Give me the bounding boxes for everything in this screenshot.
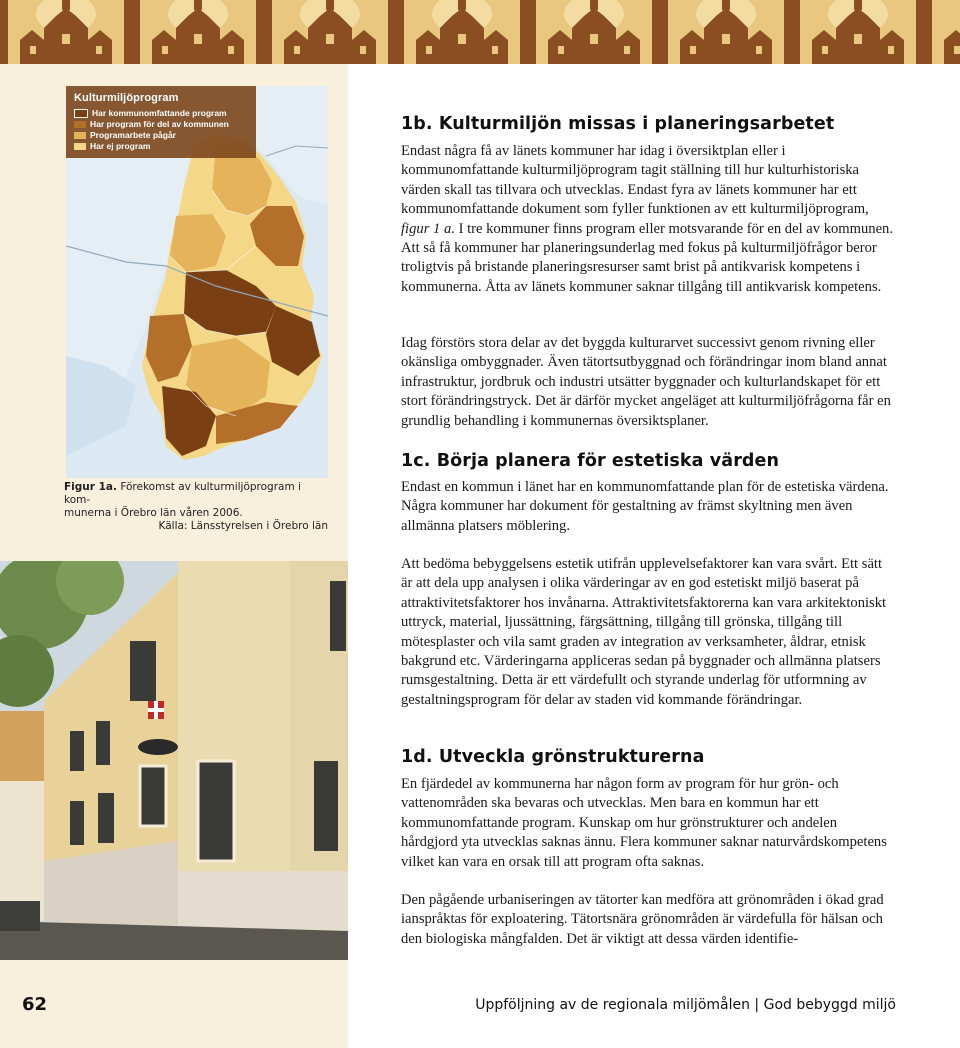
figure-reference: figur 1 a.	[401, 220, 455, 237]
heading-1d: 1d. Utveckla grönstrukturerna	[401, 747, 705, 767]
legend-item-full-program	[74, 108, 227, 118]
page-number: 62	[22, 994, 48, 1015]
legend-swatch	[74, 132, 86, 139]
legend-swatch	[74, 121, 86, 128]
legend-swatch	[74, 109, 88, 118]
building-photo	[0, 561, 348, 960]
legend-label: Har kommunomfattande program	[92, 108, 227, 118]
paragraph-1b-1-rest: I tre kommuner finns program eller motsvarande för en del av kommunen. Att så få kommuner har planeringsunderlag med fokus på kulturmiljöfrågor beror troligtvis på bristande planeringsresurser samt brist på antikvarisk kompetens i kommunerna. Åtta av länets kommuner saknar tillgång till antikvarisk kompetens.	[401, 220, 894, 295]
legend-item-no-program	[74, 141, 150, 151]
caption-text-2: munerna i Örebro län våren 2006.	[64, 507, 243, 519]
legend-item-partial-program	[74, 119, 229, 129]
paragraph-1c-2: Att bedöma bebyggelsens estetik utifrån upplevelsefaktorer kan vara svårt. Ett sätt är att dela upp analysen i olika värderingar av en god estetiskt miljö baserat på attraktivitetsfaktorer hos invånarna. Attraktivitetsfaktorerna kan vara arkitektoniskt uttryck, material, ljussättning, färgsättning, tillgång till grönska, tillgång till mötesplaster och vila samt graden av integration av verksamheter, åldrar, etnisk bakgrund etc. Värderingarna appliceras sedan på byggnader och allmänna platsers rumsgestaltning. Detta är ett värdefullt och styrande underlag för utformning av gestaltningsprogram för delar av staden vid kommande förändringar.	[401, 556, 887, 708]
banner-pattern	[0, 0, 960, 64]
figure-label: Figur 1a.	[64, 481, 117, 493]
paragraph-1b-1-text: Endast några få av länets kommuner har idag i översiktplan eller i kommunomfattande kulturmiljöprogram tagit ställning till hur kulturhistoriska värden skall tas tillvara och utvecklas. Endast fyra av länets kommuner har ett kommunomfattande dokument som fyller funktionen av ett kulturmiljöprogram,	[401, 143, 869, 218]
footer-cream-tab	[0, 960, 348, 1048]
paragraph-1c-1: Endast en kommun i länet har en kommunomfattande plan för de estetiska värdena. Några kommuner har dokument för gestaltning av främst skyltning men även allmänna platsers möblering.	[401, 479, 889, 534]
legend-label: Programarbete pågår	[90, 130, 176, 140]
legend-swatch	[74, 143, 86, 150]
paragraph-1b-2: Idag förstörs stora delar av det byggda kulturarvet successivt genom rivning eller okänsliga ombyggnader. Även tätortsutbyggnad och förändringar inom bland annat infrastruktur, jordbruk och industri utsätter byggnader och kulturlandskapet för ett stort förändringstryck. Det är därför mycket angeläget att kulturmiljöfrågorna får en grundlig behandling i kommunernas översiktsplaner.	[401, 335, 891, 429]
paragraph-1d-1: En fjärdedel av kommunerna har någon form av program för hur grön- och vattenområden ska bevaras och utvecklas. Men bara en kommun har ett kommunomfattande program. Kunskap om hur grönstrukturer och andelen hårdgjord yta utvecklas saknas ännu. Flera kommuner saknar naturvårdskompetens vilket kan vara en orsak till att program ofta saknas.	[401, 776, 887, 870]
caption-source: Källa: Länsstyrelsen i Örebro län	[158, 520, 328, 532]
heading-1c: 1c. Börja planera för estetiska värden	[401, 451, 780, 471]
paragraph-1d-2: Den pågående urbaniseringen av tätorter kan medföra att grönområden i ökad grad ianspråktas för exploatering. Tätortsnära grönområden är värdefulla för hälsan och den biologiska mångfalden. Det är viktigt att dessa värden identifie-	[401, 892, 884, 947]
decorative-banner	[0, 0, 960, 64]
footer-title: Uppföljning av de regionala miljömålen | God bebyggd miljö	[475, 997, 896, 1013]
map-legend-title: Kulturmiljöprogram	[74, 92, 179, 104]
caption-text-1: Förekomst av kulturmiljöprogram i kom-	[64, 481, 301, 506]
legend-item-in-progress	[74, 130, 176, 140]
legend-label: Har program för del av kommunen	[90, 119, 229, 129]
legend-label: Har ej program	[90, 141, 151, 151]
figure-caption	[64, 481, 328, 533]
paragraph-1b-1	[401, 142, 893, 297]
heading-1b: 1b. Kulturmiljön missas i planeringsarbetet	[401, 114, 835, 134]
